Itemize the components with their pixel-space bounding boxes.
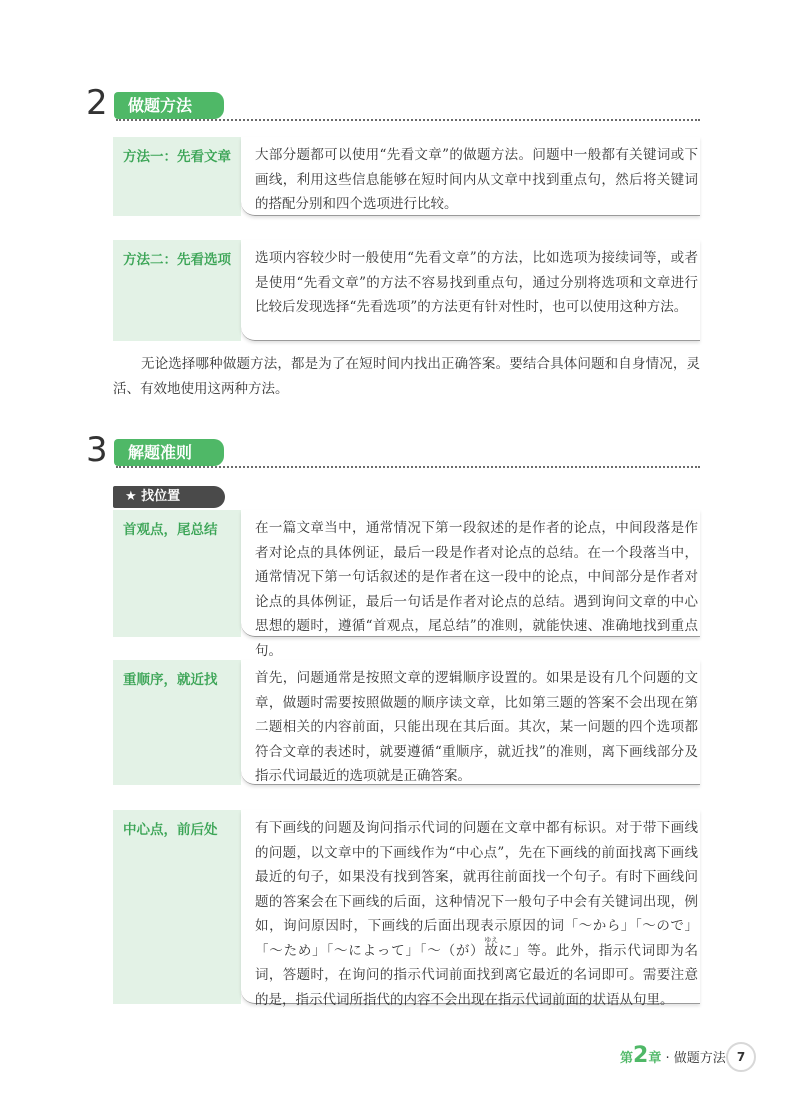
method-text: 大部分题都可以使用“先看文章”的做题方法。问题中一般都有关键词或下画线，利用这些信息能够在短时间内从文章中找到重点句，然后将关键词的搭配分别和四个选项进行比较。 [255,147,698,212]
chapter-title: 做题方法 [673,1051,726,1066]
conclusion-paragraph: 无论选择哪种做题方法，都是为了在短时间内找出正确答案。要结合具体问题和自身情况，灵活、有效地使用这两种方法。 [113,356,700,397]
page-number: 7 [726,1042,756,1072]
rule-label-box [113,510,241,637]
section-2-title: 做题方法 [114,92,224,119]
section-3-number: 3 [86,430,108,470]
rule-label-box [113,810,241,1004]
rule-body [241,510,700,659]
method-card-1 [113,137,700,216]
chapter-suffix: 章 [648,1051,662,1066]
section-3-title: 解题准则 [114,439,224,466]
method-label: 方法一：先看文章 [123,149,231,165]
ruby-base: 故 [484,942,499,959]
method-card-2 [113,240,700,341]
chapter-number: 2 [633,1043,649,1068]
ruby-word [484,935,499,959]
section-3-divider [116,466,700,468]
rule-card-3 [113,810,700,1008]
rule-text [255,816,698,1012]
rule-text: 在一篇文章当中，通常情况下第一段叙述的是作者的论点，中间段落是作者对论点的具体例证，最后一段是作者对论点的总结。在一个段落当中，通常情况下第一句话叙述的是作者在这一段中的论点，中间部分是作者对论点的具体例证，最后一句话是作者对论点的总结。遇到询问文章的中心思想的题时，遵循“首观点，尾总结”的准则，就能快速、准确地找到重点句。 [255,520,698,659]
rule-text-part-1: 有下画线的问题及询问指示代词的问题在文章中都有标识。对于带下画线的问题，以文章中的下画线作为“中心点”，先在下画线的前面找离下画线最近的句子，如果没有找到答案，就再往前面找一个句子。有时下画线问题的答案会在下画线的后面，这种情况下一般句子中会有关键词出现，例如，询问原因时，下画线的后面出现表示原因的词「～から」「～ので」「～ため」「～によって」「～（が） [255,820,698,959]
method-body [241,137,700,216]
method-label: 方法二：先看选项 [123,252,231,268]
section-2-divider [116,119,700,121]
rule-text-part-2: に」等。此外，指示代词即为名词，答题时，在询问的指示代词前面找到离它最近的名词即可。需要注意的是，指示代词所指代的内容不会出现在指示代词前面的状语从句里。 [255,942,699,1008]
rule-card-1 [113,510,700,659]
method-label-box [113,240,241,341]
ruby-reading: ゆえ [484,935,499,944]
rule-label: 中心点，前后处 [123,822,218,838]
find-position-tag: ★ 找位置 [113,486,225,508]
rule-text: 首先，问题通常是按照文章的逻辑顺序设置的。如果是设有几个问题的文章，做题时需要按照做题的顺序读文章，比如第三题的答案不会出现在第二题相关的内容前面，只能出现在其后面。其次，某一问题的四个选项都符合文章的表述时，就要遵循“重顺序，就近找”的准则，离下画线部分及指示代词最近的选项就是正确答案。 [255,670,698,784]
method-label-box [113,137,241,216]
rule-label: 重顺序，就近找 [123,672,218,688]
chapter-prefix: 第 [620,1051,634,1066]
rule-label-box [113,660,241,785]
method-text: 选项内容较少时一般使用“先看文章”的方法，比如选项为接续词等，或者是使用“先看文章”的方法不容易找到重点句，通过分别将选项和文章进行比较后发现选择“先看选项”的方法更有针对性时，也可以使用这种方法。 [255,250,698,315]
page-footer [600,1042,760,1070]
rule-label: 首观点，尾总结 [123,522,218,538]
method-body [241,240,700,341]
rule-card-2 [113,660,700,785]
chapter-separator: · [665,1051,670,1066]
rule-body [241,810,700,1008]
chapter-caption [620,1044,726,1071]
section-2-number: 2 [86,83,108,123]
rule-body [241,660,700,785]
